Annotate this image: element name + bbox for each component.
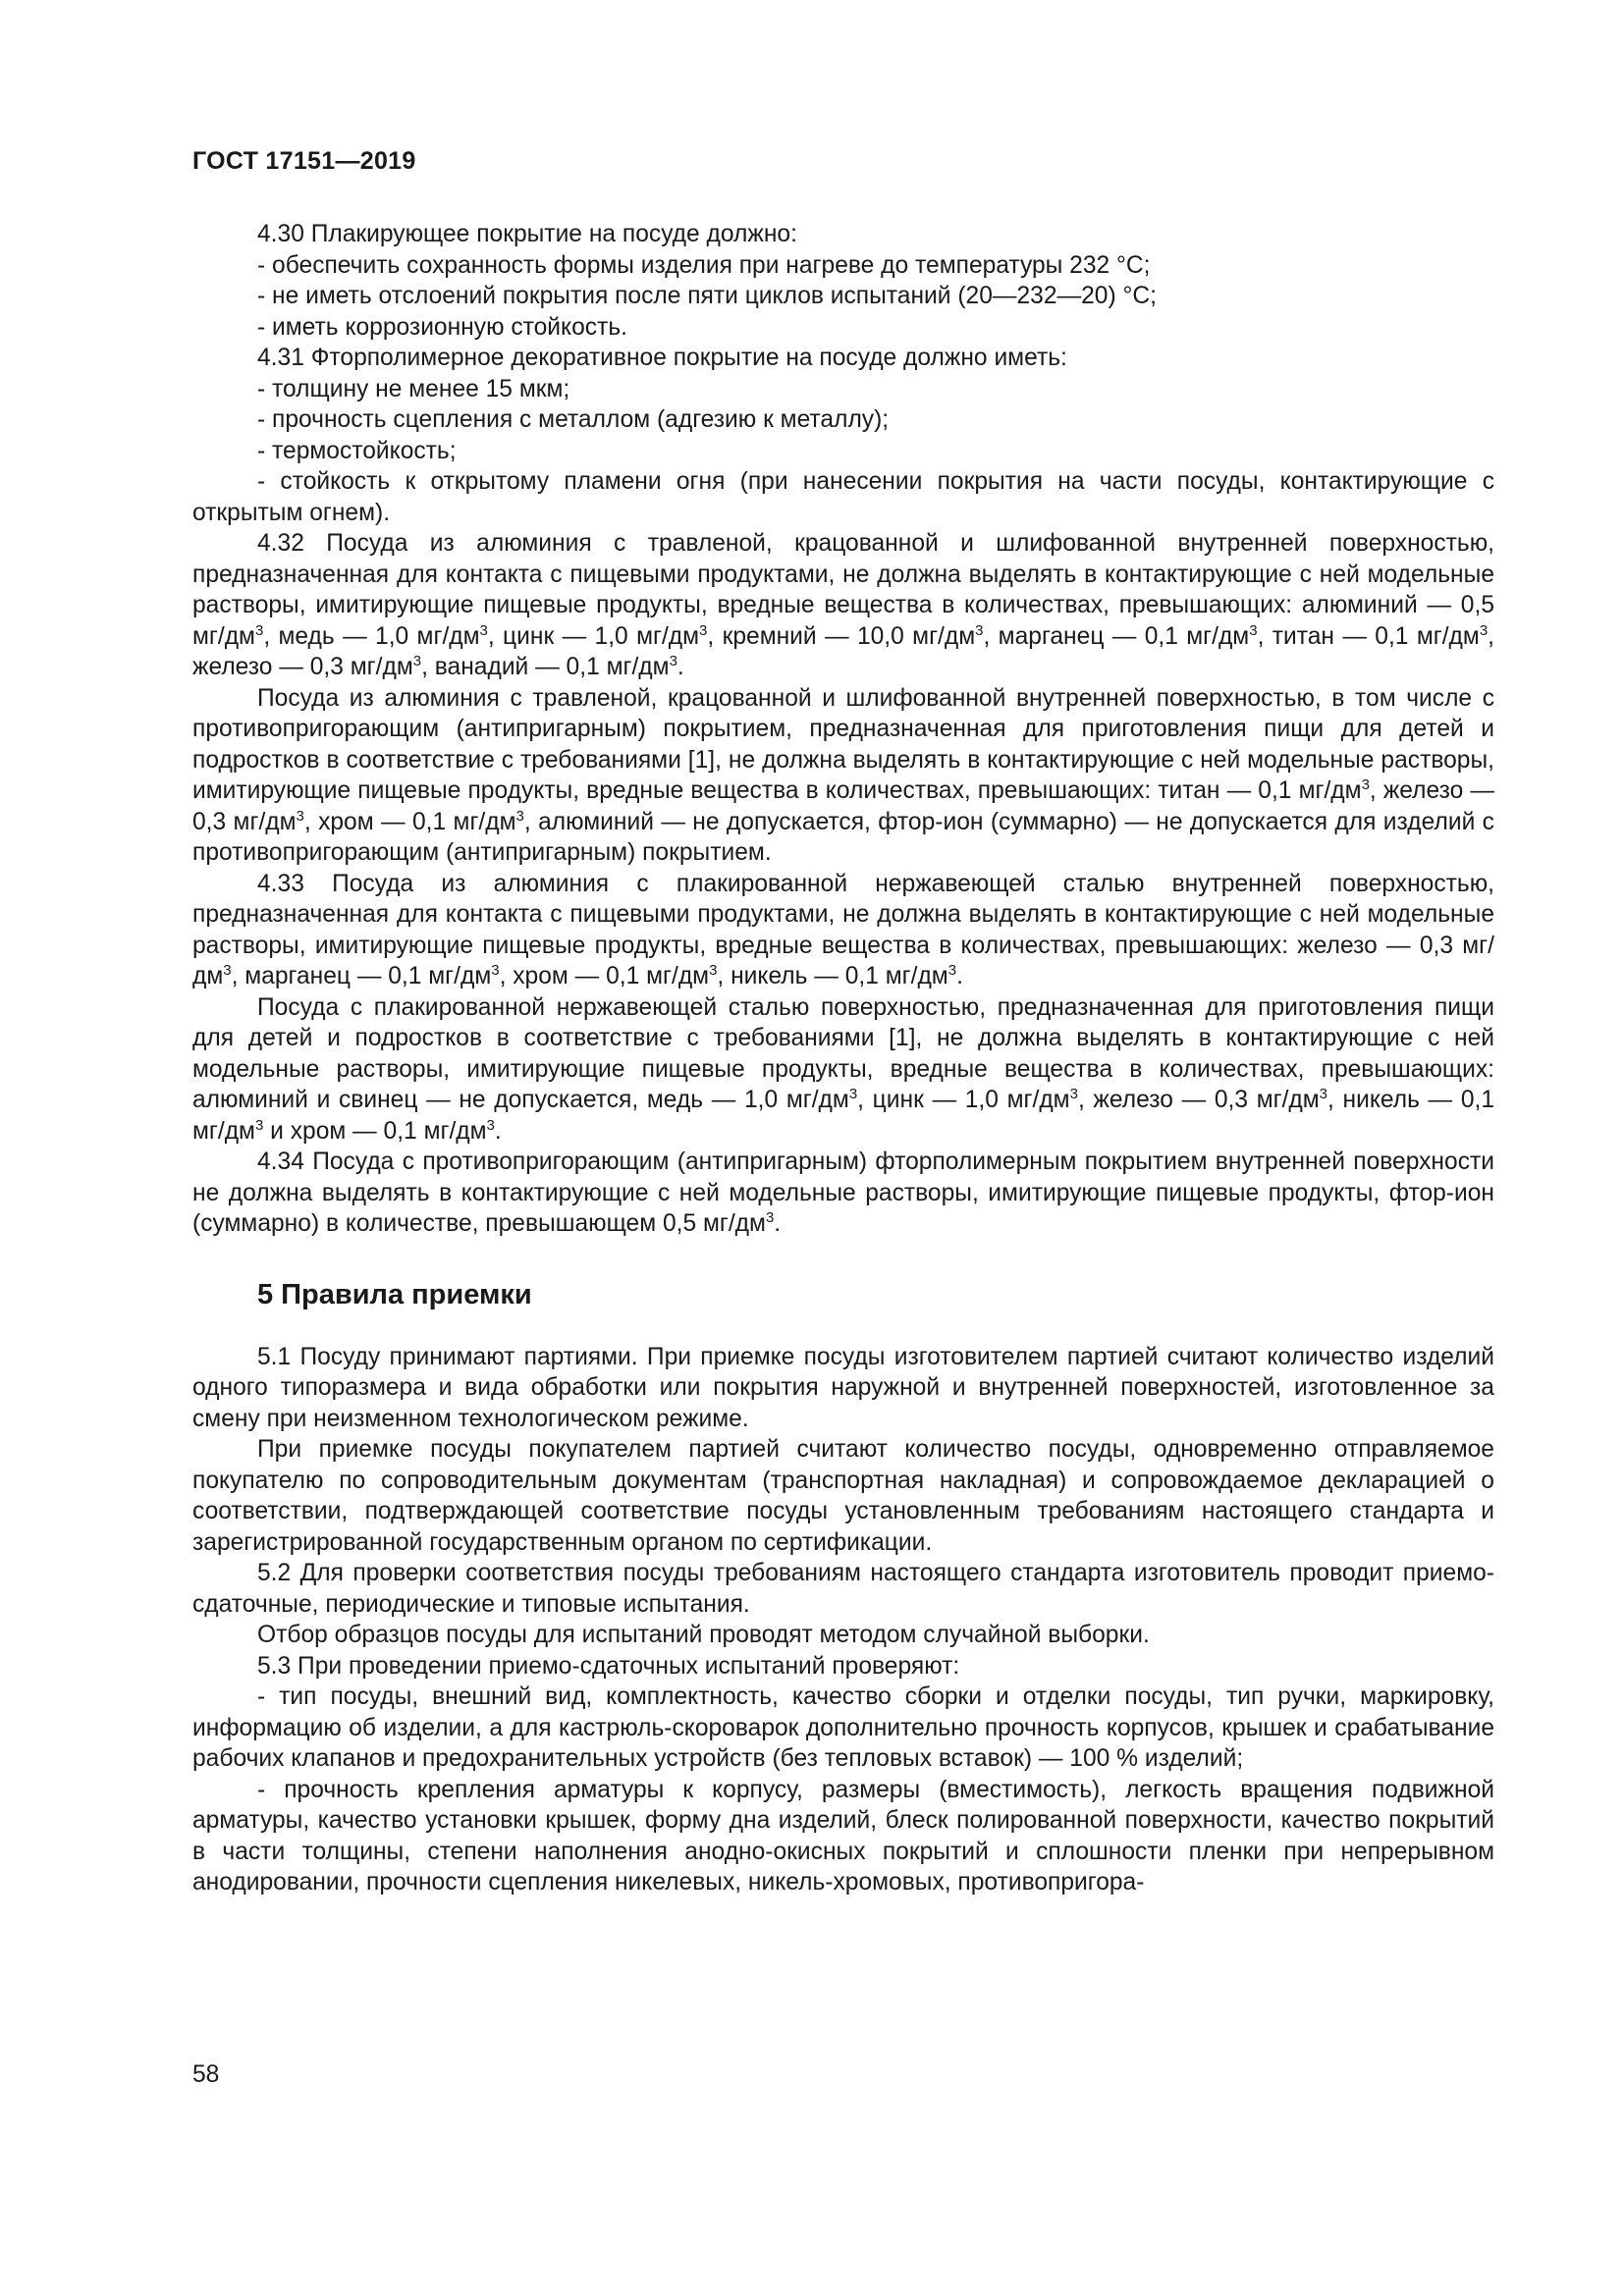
clause-4-30-item: - не иметь отслоений покрытия после пяти циклов испытаний (20—232—20) °C; xyxy=(257,283,1157,309)
document-page xyxy=(192,147,1494,1898)
page-number: 58 xyxy=(192,2061,220,2088)
clause-5-3: 5.3 При проведении приемо-сдаточных испытаний проверяют: xyxy=(257,1652,960,1680)
clause-4-31-item: - прочность сцепления с металлом (адгезию к металлу); xyxy=(257,406,890,433)
clause-4-31-intro: 4.31 Фторполимерное декоративное покрытие на посуде должно иметь: xyxy=(257,345,1067,371)
clause-5-3-item: - тип посуды, внешний вид, комплектность, качество сборки и отделки посуды, тип ручки, маркировку, информацию об изделии, а для кастрюль-скороварок дополнительно прочность корпусов, крышек и срабатывание рабочих клапанов и предохранительных устройств (без тепловых вставок) — 100 % изделий; xyxy=(192,1683,1494,1772)
clause-5-2-sampling: Отбор образцов посуды для испытаний проводят методом случайной выборки. xyxy=(257,1622,1150,1648)
section-5-heading: 5 Правила приемки xyxy=(257,1278,532,1310)
clause-4-31-item: - термостойкость; xyxy=(257,437,457,464)
clause-4-30-item: - обеспечить сохранность формы изделия при нагреве до температуры 232 °C; xyxy=(257,251,1151,279)
clause-4-32: 4.32 Посуда из алюминия с травленой, крацованной и шлифованной внутренней поверхностью, предназначенная для контакта с пищевыми продуктами, не должна выделять в контактирующие с ней модельные растворы, имитирующие пищевые продукты, вредные вещества в количествах, превышающих: алюминий — 0,5 $мг/дм^3$, медь — 1,0 $мг/дм^3$, цинк — 1,0 $мг/дм^3$, кремний — 10,0 $мг/дм^3$, марганец — 0,1 $мг/дм^3$, титан — 0,1 $мг/дм^3$, железо — 0,3 $мг/дм^3$, ванадий — 0,1 $мг/дм^3$. xyxy=(192,530,1494,680)
document-code-header: ГОСТ 17151—2019 xyxy=(192,147,416,175)
clause-4-33: 4.33 Посуда из алюминия с плакированной нержавеющей сталью внутренней поверхностью, предназначенная для контакта с пищевыми продуктами, не должна выделять в контактирующие с ней модельные растворы, имитирующие пищевые продукты, вредные вещества в количествах, превышающих: железо — 0,3 $мг/дм^3$, марганец — 0,1 $мг/дм^3$, хром — 0,1 $мг/дм^3$, никель — 0,1 $мг/дм^3$. xyxy=(192,870,1494,989)
document-body xyxy=(192,219,1494,1898)
clause-4-33-children: Посуда с плакированной нержавеющей сталью поверхностью, предназначенная для приготовления пищи для детей и подростков в соответствие с требованиями [1], не должна выделять в контактирующие с ней модельные растворы, имитирующие пищевые продукты, вредные вещества в количествах, превышающих: алюминий и свинец — не допускается, медь — 1,0 $мг/дм^3$, цинк — 1,0 $мг/дм^3$, железо — 0,3 $мг/дм^3$, никель — 0,1 $мг/дм^3$ и хром — 0,1 $мг/дм^3$. xyxy=(192,993,1495,1145)
clause-4-31-item: - толщину не менее 15 мкм; xyxy=(257,375,570,402)
clause-4-30-item: - иметь коррозионную стойкость. xyxy=(257,313,627,341)
clause-5-1-buyer: При приемке посуды покупателем партией считают количество посуды, одновременно отправляемое покупателю по сопроводительным документам (транспортная накладная) и сопровождаемое декларацией о соответствии, подтверждающей соответствие посуды установленным требованиям настоящего стандарта и зарегистрированной государственным органом по сертификации. xyxy=(192,1436,1494,1556)
clause-5-1: 5.1 Посуду принимают партиями. При приемке посуды изготовителем партией считают количество изделий одного типоразмера и вида обработки или покрытия наружной и внутренней поверхностей, изготовленное за смену при неизменном технологическом режиме. xyxy=(192,1343,1494,1432)
clause-4-30-intro: 4.30 Плакирующее покрытие на посуде должно: xyxy=(257,221,797,247)
clause-4-34: 4.34 Посуда с противопригорающим (антипригарным) фторполимерным покрытием внутренней поверхности не должна выделять в контактирующие с ней модельные растворы, имитирующие пищевые продукты, фтор-ион (суммарно) в количестве, превышающем 0,5 $мг/дм^3$. xyxy=(192,1148,1494,1237)
clause-4-31-item: - стойкость к открытому пламени огня (при нанесении покрытия на части посуды, контактирующие с открытым огнем). xyxy=(192,468,1494,526)
clause-4-32-children: Посуда из алюминия с травленой, крацованной и шлифованной внутренней поверхностью, в том числе с противопригорающим (антипригарным) покрытием, предназначенная для приготовления пищи для детей и подростков в соответствие с требованиями [1], не должна выделять в контактирующие с ней модельные растворы, имитирующие пищевые продукты, вредные вещества в количествах, превышающих: титан — 0,1 $мг/дм^3$, железо — 0,3 $мг/дм^3$, хром — 0,1 $мг/дм^3$, алюминий — не допускается, фтор-ион (суммарно) — не допускается для изделий с противопригорающим (антипригарным) покрытием. xyxy=(192,684,1494,866)
clause-5-3-item: - прочность крепления арматуры к корпусу, размеры (вместимость), легкость вращения подвижной арматуры, качество установки крышек, форму дна изделий, блеск полированной поверхности, качество покрытий в части толщины, степени наполнения анодно-окисных покрытий и сплошности пленки при непрерывном анодировании, прочности сцепления никелевых, никель-хромовых, противопригора- xyxy=(192,1776,1494,1896)
clause-5-2: 5.2 Для проверки соответствия посуды требованиям настоящего стандарта изготовитель проводит приемо-сдаточные, периодические и типовые испытания. xyxy=(192,1560,1494,1618)
